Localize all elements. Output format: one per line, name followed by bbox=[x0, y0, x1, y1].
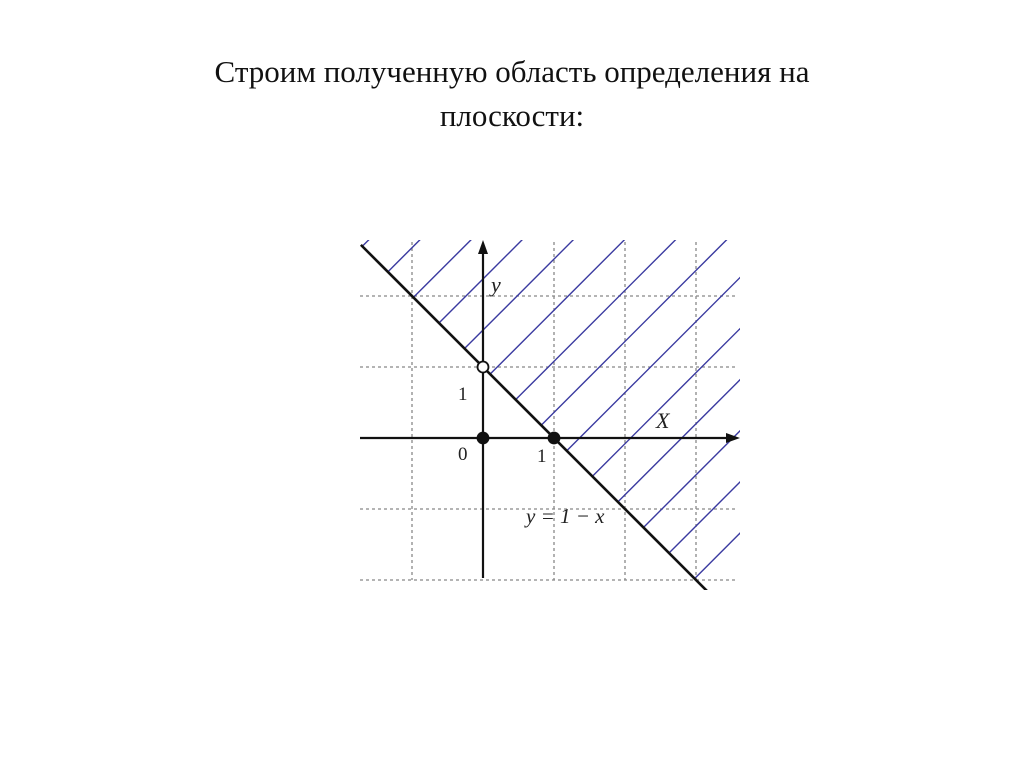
open-point bbox=[478, 362, 489, 373]
hatched-region bbox=[362, 230, 750, 590]
hatch-line bbox=[516, 230, 750, 400]
origin-label: 0 bbox=[458, 444, 468, 465]
y-axis-label: y bbox=[491, 272, 501, 297]
hatch-line bbox=[362, 230, 682, 246]
hatch-line bbox=[465, 230, 750, 349]
domain-diagram bbox=[350, 230, 750, 590]
filled-point bbox=[549, 433, 560, 444]
hatch-line bbox=[669, 234, 750, 554]
hatch-line bbox=[541, 230, 750, 425]
x-axis-arrow bbox=[726, 433, 740, 443]
y-axis-arrow bbox=[478, 240, 488, 254]
hatch-line bbox=[695, 259, 750, 578]
hatch-line bbox=[439, 230, 750, 323]
title-line-1: Строим полученную область определения на bbox=[214, 54, 810, 89]
line-equation-label: y = 1 − x bbox=[526, 504, 605, 528]
grid bbox=[360, 242, 735, 580]
hatch-line bbox=[643, 230, 750, 527]
x-axis-label: X bbox=[656, 408, 670, 433]
hatch-line bbox=[490, 230, 750, 374]
title-line-2: плоскости: bbox=[439, 98, 585, 133]
y-tick-label-1: 1 bbox=[458, 384, 468, 405]
slide-title bbox=[40, 50, 984, 138]
x-tick-label-1: 1 bbox=[537, 446, 547, 467]
filled-point bbox=[478, 433, 489, 444]
hatch-line bbox=[618, 230, 750, 502]
